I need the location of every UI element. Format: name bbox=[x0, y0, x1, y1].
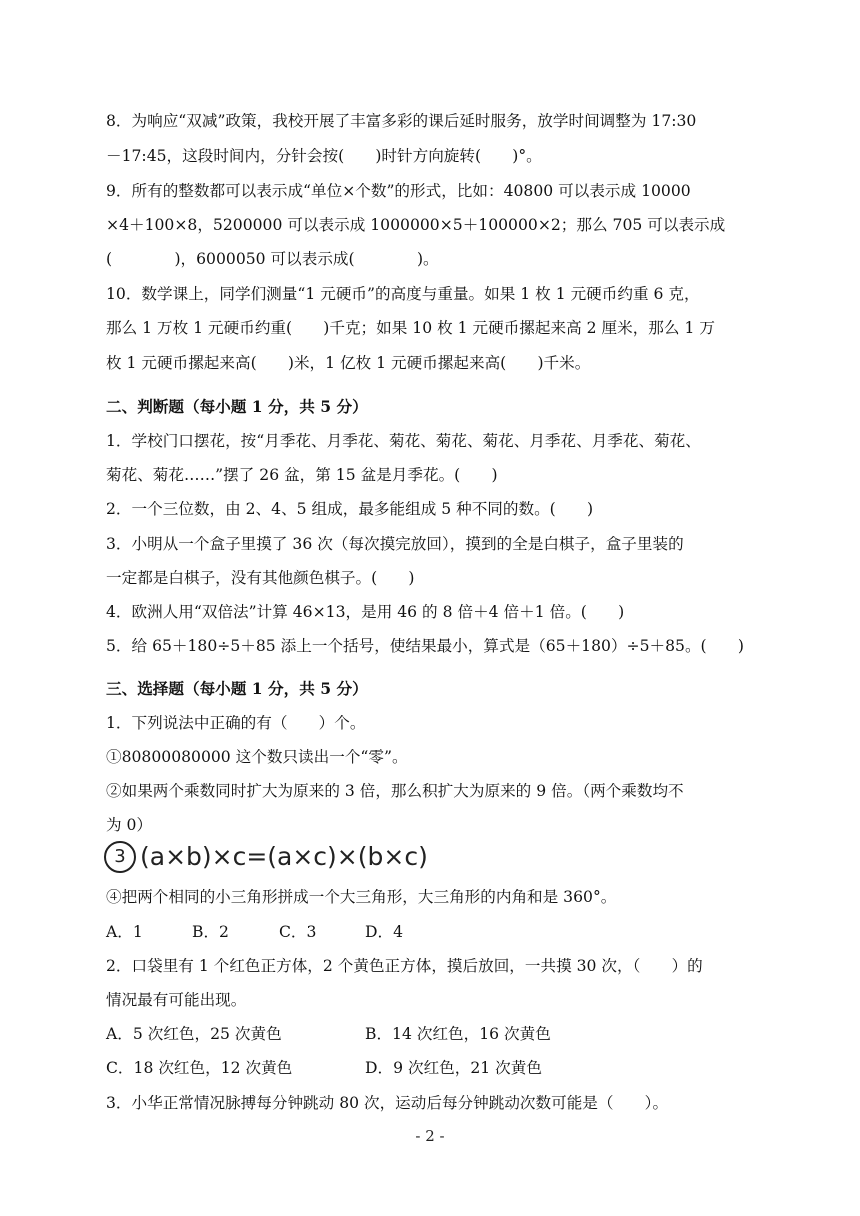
section-2-heading: 二、判断题（每小题 1 分，共 5 分） bbox=[106, 397, 368, 416]
mc-q1-statement-2-line-1: ②如果两个乘数同时扩大为原来的 3 倍，那么积扩大为原来的 9 倍。（两个乘数均不 bbox=[106, 782, 684, 800]
formula-expression: (a×b)×c=(a×c)×(b×c) bbox=[140, 842, 428, 871]
tf-q4: 4．欧洲人用“双倍法”计算 46×13，是用 46 的 8 倍＋4 倍＋1 倍。( ) bbox=[106, 603, 625, 621]
mc-q1-option-b: B．2 bbox=[192, 923, 229, 941]
tf-q1-line-1: 1．学校门口摆花，按“月季花、月季花、菊花、菊花、菊花、月季花、月季花、菊花、 bbox=[106, 432, 701, 450]
q10-line-1: 10．数学课上，同学们测量“1 元硬币”的高度与重量。如果 1 枚 1 元硬币约重 6 克， bbox=[106, 285, 700, 303]
q10-line-3: 枚 1 元硬币摞起来高( )米，1 亿枚 1 元硬币摞起来高( )千米。 bbox=[106, 354, 591, 372]
mc-q2-options-row-1 bbox=[106, 1024, 766, 1044]
mc-q1-statement-4: ④把两个相同的小三角形拼成一个大三角形，大三角形的内角和是 360°。 bbox=[106, 888, 617, 906]
q10-line-2: 那么 1 万枚 1 元硬币约重( )千克；如果 10 枚 1 元硬币摞起来高 2 厘米，那么 1 万 bbox=[106, 319, 715, 337]
tf-q5: 5．给 65＋180÷5＋85 添上一个括号，使结果最小，算式是（65＋180）÷5＋85。( ) bbox=[106, 637, 744, 655]
mc-q1-options bbox=[106, 922, 506, 942]
q9-line-2: ×4＋100×8，5200000 可以表示成 1000000×5＋100000×2；那么 705 可以表示成 bbox=[106, 216, 726, 234]
circled-number-marker: 3 bbox=[104, 841, 136, 873]
mc-q2-option-b: B．14 次红色，16 次黄色 bbox=[365, 1025, 551, 1043]
mc-q1-option-c: C．3 bbox=[279, 923, 317, 941]
mc-q1-statement-2-line-2: 为 0） bbox=[106, 816, 153, 834]
q9-line-1: 9．所有的整数都可以表示成“单位×个数”的形式，比如：40800 可以表示成 10000 bbox=[106, 182, 691, 200]
tf-q2: 2．一个三位数，由 2、4、5 组成，最多能组成 5 种不同的数。( ) bbox=[106, 500, 594, 518]
mc-q2-options-row-2 bbox=[106, 1058, 766, 1078]
mc-q2-option-c: C．18 次红色，12 次黄色 bbox=[106, 1059, 293, 1077]
mc-q1-stem: 1．下列说法中正确的有（ ）个。 bbox=[106, 714, 366, 732]
tf-q3-line-1: 3．小明从一个盒子里摸了 36 次（每次摸完放回），摸到的全是白棋子，盒子里装的 bbox=[106, 535, 684, 553]
page-number: - 2 - bbox=[415, 1127, 445, 1145]
mc-q1-statement-1: ①80800080000 这个数只读出一个“零”。 bbox=[106, 748, 408, 766]
mc-q1-statement-3-formula bbox=[104, 837, 428, 877]
mc-q1-option-a: A．1 bbox=[106, 923, 143, 941]
mc-q3-stem: 3．小华正常情况脉搏每分钟跳动 80 次，运动后每分钟跳动次数可能是（ ）。 bbox=[106, 1094, 669, 1112]
section-3-heading: 三、选择题（每小题 1 分，共 5 分） bbox=[106, 679, 368, 698]
tf-q1-line-2: 菊花、菊花……”摆了 26 盆，第 15 盆是月季花。( ) bbox=[106, 466, 498, 484]
mc-q2-option-d: D．9 次红色，21 次黄色 bbox=[365, 1059, 542, 1077]
mc-q2-option-a: A．5 次红色，25 次黄色 bbox=[106, 1025, 282, 1043]
q8-line-1: 8．为响应“双减”政策，我校开展了丰富多彩的课后延时服务，放学时间调整为 17:30 bbox=[106, 112, 697, 130]
mc-q2-stem-line-2: 情况最有可能出现。 bbox=[106, 991, 247, 1009]
tf-q3-line-2: 一定都是白棋子，没有其他颜色棋子。( ) bbox=[106, 569, 415, 587]
mc-q1-option-d: D．4 bbox=[365, 923, 404, 941]
q8-line-2: －17:45，这段时间内，分针会按( )时针方向旋转( )°。 bbox=[106, 147, 542, 165]
mc-q2-stem-line-1: 2．口袋里有 1 个红色正方体，2 个黄色正方体，摸后放回，一共摸 30 次，（ ）的 bbox=[106, 957, 703, 975]
q9-line-3: ( )，6000050 可以表示成( )。 bbox=[106, 250, 439, 268]
